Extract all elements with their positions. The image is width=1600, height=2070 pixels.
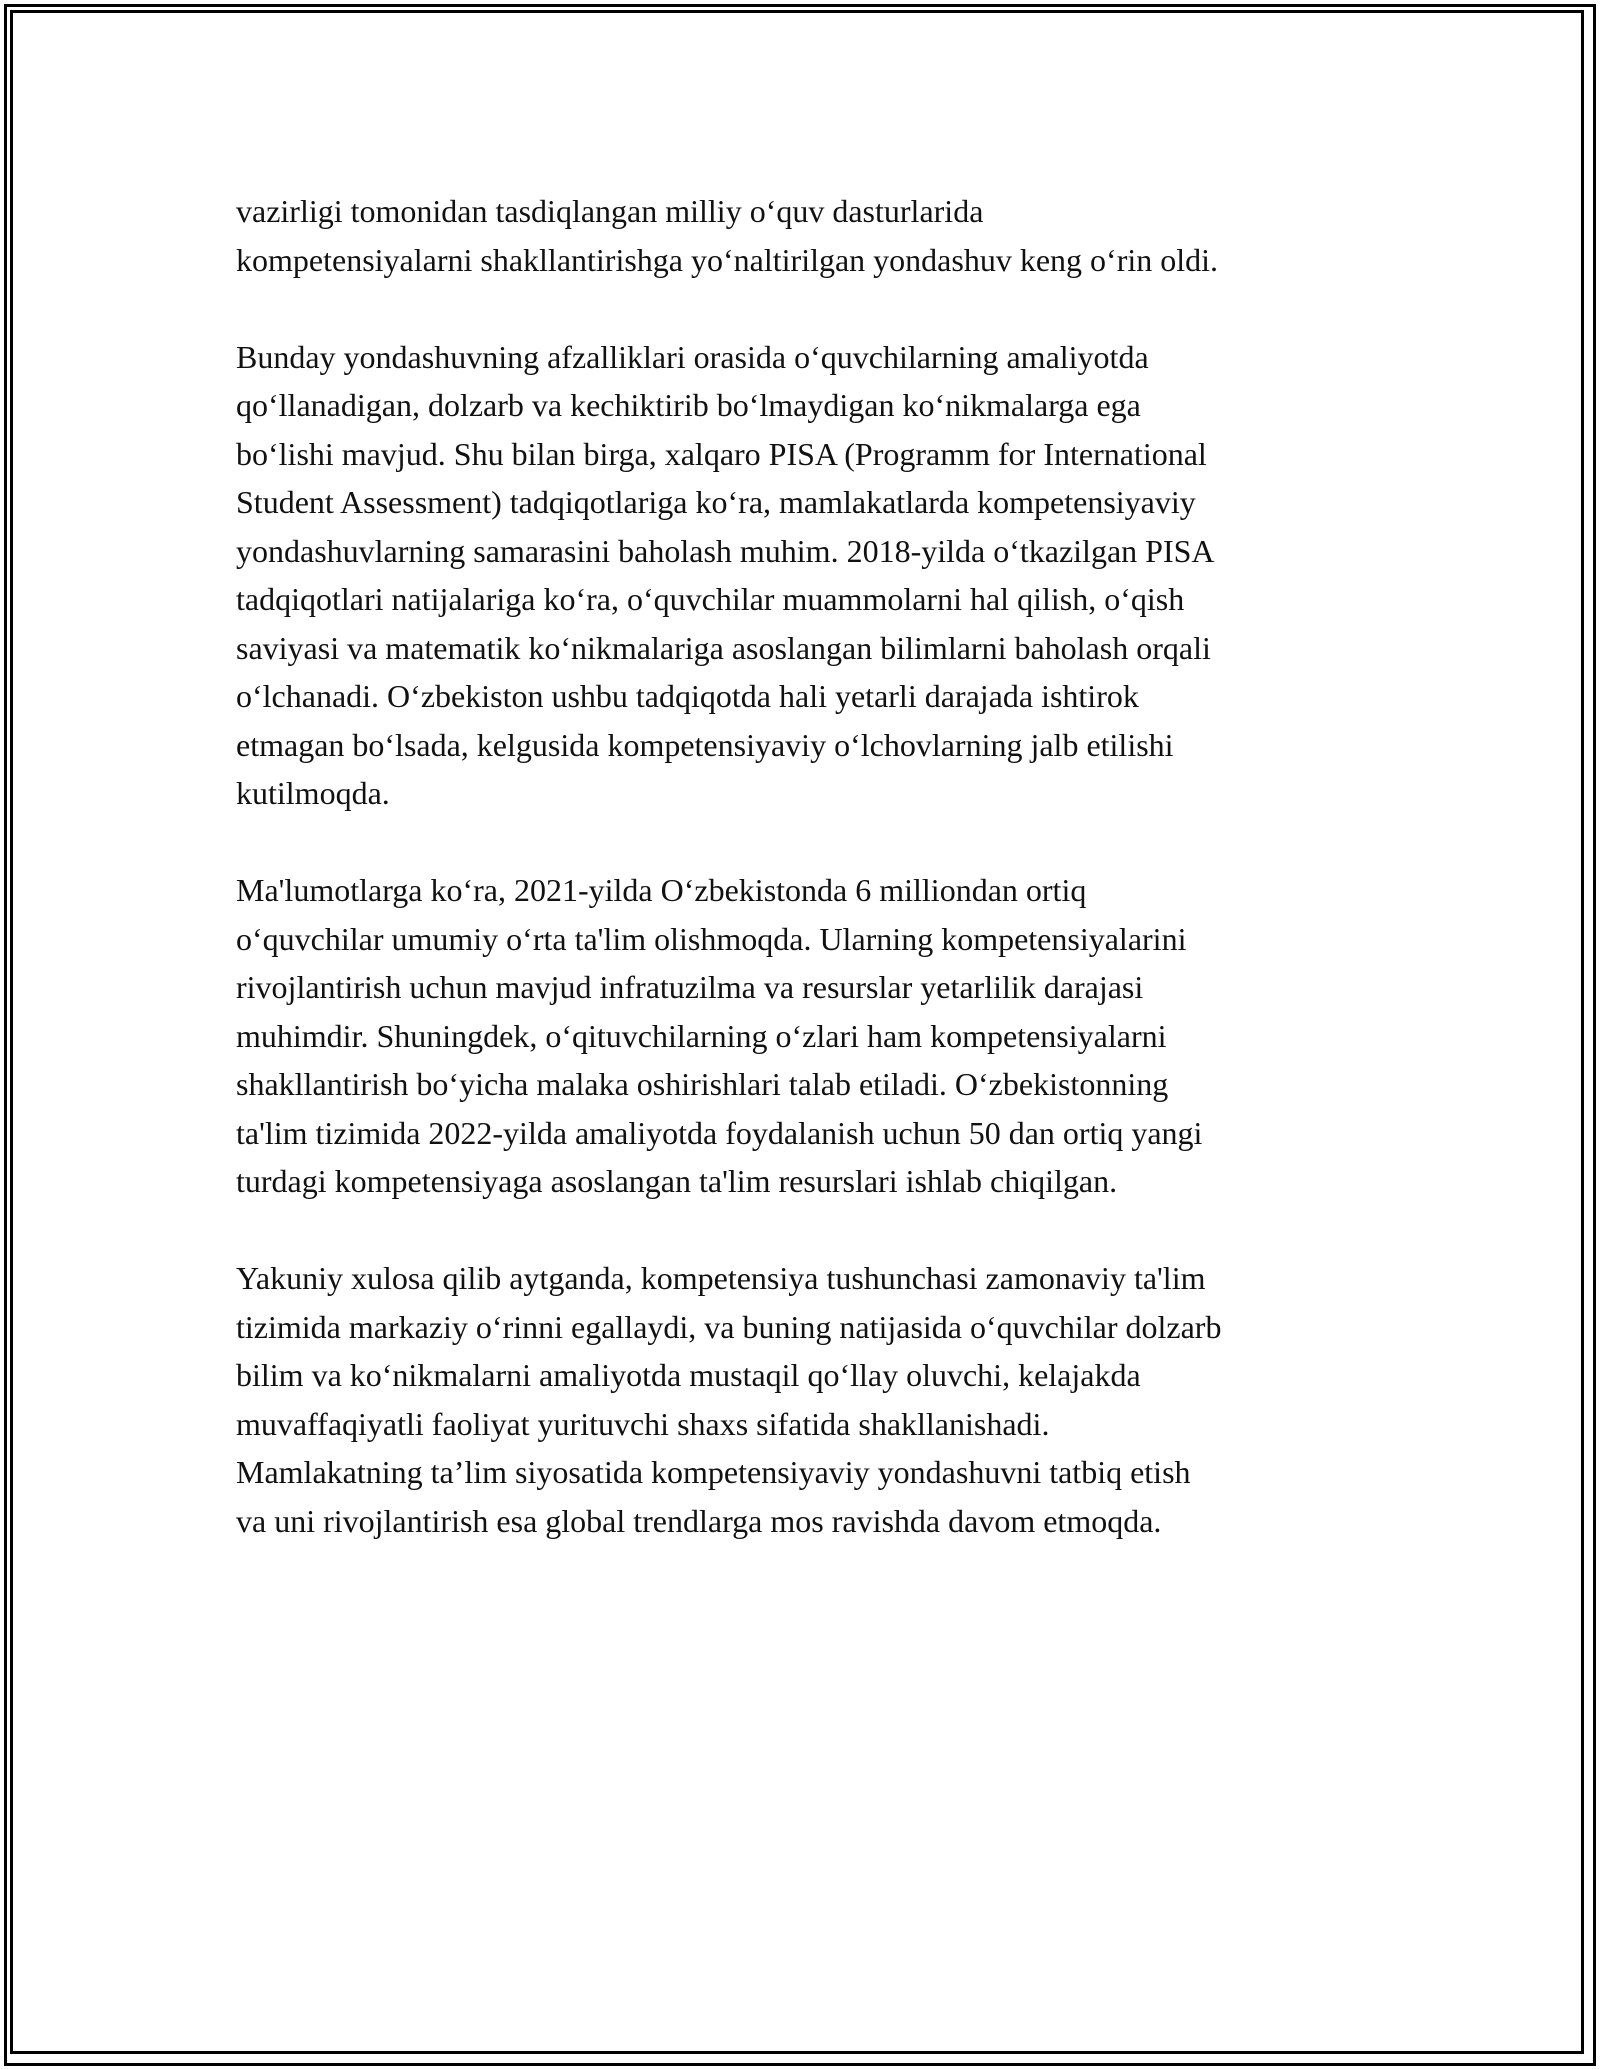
text-line: Ma'lumotlarga koʻra, 2021-yilda Oʻzbekistonda 6 milliondan ortiq bbox=[236, 872, 1087, 908]
text-line: vazirligi tomonidan tasdiqlangan milliy oʻquv dasturlarida bbox=[236, 193, 984, 229]
text-line: kompetensiyalarni shakllantirishga yoʻnaltirilgan yondashuv keng oʻrin oldi. bbox=[236, 241, 1219, 278]
text-line: saviyasi va matematik koʻnikmalariga asoslangan bilimlarni baholash orqali bbox=[236, 629, 1211, 666]
text-line: oʻlchanadi. Oʻzbekiston ushbu tadqiqotda hali yetarli darajada ishtirok bbox=[236, 678, 1139, 714]
text-line: muhimdir. Shuningdek, oʻqituvchilarning oʻzlari ham kompetensiyalarni bbox=[236, 1017, 1167, 1054]
paragraph-4 bbox=[236, 1254, 1396, 1545]
document-body bbox=[236, 187, 1396, 1594]
text-line: oʻquvchilar umumiy oʻrta ta'lim olishmoqda. Ularning kompetensiyalarini bbox=[236, 920, 1187, 957]
paragraph-3 bbox=[236, 866, 1396, 1206]
text-line: turdagi kompetensiyaga asoslangan ta'lim resurslari ishlab chiqilgan. bbox=[236, 1163, 1118, 1199]
text-line: etmagan boʻlsada, kelgusida kompetensiyaviy oʻlchovlarning jalb etilishi bbox=[236, 726, 1174, 763]
text-line: qoʻllanadigan, dolzarb va kechiktirib boʻlmaydigan koʻnikmalarga ega bbox=[236, 387, 1141, 423]
text-line: tadqiqotlari natijalariga koʻra, oʻquvchilar muammolarni hal qilish, oʻqish bbox=[236, 581, 1185, 617]
text-line: Bunday yondashuvning afzalliklari orasida oʻquvchilarning amaliyotda bbox=[236, 338, 1149, 375]
text-line: yondashuvlarning samarasini baholash muhim. 2018-yilda oʻtkazilgan PISA bbox=[236, 532, 1215, 569]
paragraph-1 bbox=[236, 187, 1396, 284]
text-line: kutilmoqda. bbox=[236, 775, 390, 811]
text-line: Mamlakatning ta’lim siyosatida kompetensiyaviy yondashuvni tatbiq etish bbox=[236, 1454, 1191, 1490]
paragraph-2 bbox=[236, 333, 1396, 818]
text-line: va uni rivojlantirish esa global trendlarga mos ravishda davom etmoqda. bbox=[236, 1502, 1162, 1539]
text-line: ta'lim tizimida 2022-yilda amaliyotda foydalanish uchun 50 dan ortiq yangi bbox=[236, 1114, 1203, 1151]
text-line: bilim va koʻnikmalarni amaliyotda mustaqil qoʻllay oluvchi, kelajakda bbox=[236, 1357, 1141, 1393]
text-line: tizimida markaziy oʻrinni egallaydi, va buning natijasida oʻquvchilar dolzarb bbox=[236, 1308, 1222, 1345]
text-line: muvaffaqiyatli faoliyat yurituvchi shaxs sifatida shakllanishadi. bbox=[236, 1405, 1050, 1442]
text-line: shakllantirish boʻyicha malaka oshirishlari talab etiladi. Oʻzbekistonning bbox=[236, 1066, 1169, 1102]
text-line: Student Assessment) tadqiqotlariga koʻra, mamlakatlarda kompetensiyaviy bbox=[236, 484, 1196, 520]
text-line: rivojlantirish uchun mavjud infratuzilma va resurslar yetarlilik darajasi bbox=[236, 969, 1144, 1005]
text-line: Yakuniy xulosa qilib aytganda, kompetensiya tushunchasi zamonaviy ta'lim bbox=[236, 1260, 1206, 1296]
text-line: boʻlishi mavjud. Shu bilan birga, xalqaro PISA (Programm for International bbox=[236, 435, 1207, 472]
